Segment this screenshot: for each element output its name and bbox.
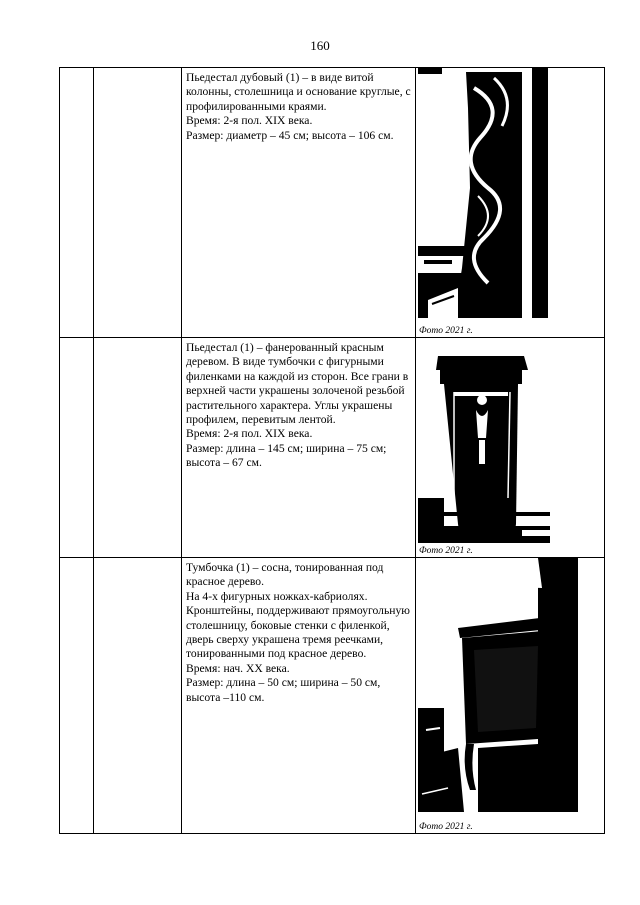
- photo-cabriole-nightstand: [418, 558, 578, 812]
- description-text: Тумбочка (1) – сосна, тонированная под красное дерево.: [186, 561, 384, 589]
- number-cell: [60, 558, 94, 834]
- photo-cell: [416, 558, 605, 834]
- photo-cell: [416, 338, 605, 558]
- description-text-2: На 4-х фигурных ножках-кабриолях. Кронштейны, поддерживают прямоугольную столешницу, боковые стенки с филенкой, дверь сверху украшена тремя реечками, тонированными под красное дерево.: [186, 589, 410, 661]
- photo-caption: Фото 2021 г.: [419, 546, 473, 556]
- photo-caption: Фото 2021 г.: [419, 822, 473, 832]
- description-text: Пьедестал дубовый (1) – в виде витой колонны, столешница и основание круглые, с профилированными краями.: [186, 71, 411, 113]
- date-text: Время: 2-я пол. XIX века.: [186, 114, 313, 128]
- photo-twisted-column-pedestal: [418, 68, 548, 318]
- table-row: [60, 338, 605, 558]
- empty-cell: [94, 558, 182, 834]
- description-cell: [182, 68, 416, 338]
- empty-cell: [94, 338, 182, 558]
- number-cell: [60, 338, 94, 558]
- table-row: [60, 558, 605, 834]
- size-text: Размер: длина – 50 см; ширина – 50 см, высота –110 см.: [186, 676, 381, 704]
- page-number: 160: [310, 38, 330, 53]
- size-text: Размер: диаметр – 45 см; высота – 106 см.: [186, 128, 394, 142]
- date-text: Время: 2-я пол. XIX века.: [186, 427, 313, 441]
- size-text: Размер: длина – 145 см; ширина – 75 см; высота – 67 см.: [186, 441, 387, 470]
- number-cell: [60, 68, 94, 338]
- table-row: [60, 68, 605, 338]
- photo-caption: Фото 2021 г.: [419, 326, 473, 336]
- catalog-table: [59, 67, 605, 834]
- date-text: Время: нач. XX века.: [186, 661, 290, 675]
- description-cell: [182, 338, 416, 558]
- description-cell: [182, 558, 416, 834]
- photo-veneered-pedestal: [418, 348, 550, 543]
- description-text: Пьедестал (1) – фанерованный красным деревом. В виде тумбочки с фигурными филенками на каждой из сторон. Все грани в верхней части украшены золоченой резьбой растительного характера. Углы украшены профилем, перевитым лентой.: [186, 341, 409, 427]
- photo-cell: [416, 68, 605, 338]
- empty-cell: [94, 68, 182, 338]
